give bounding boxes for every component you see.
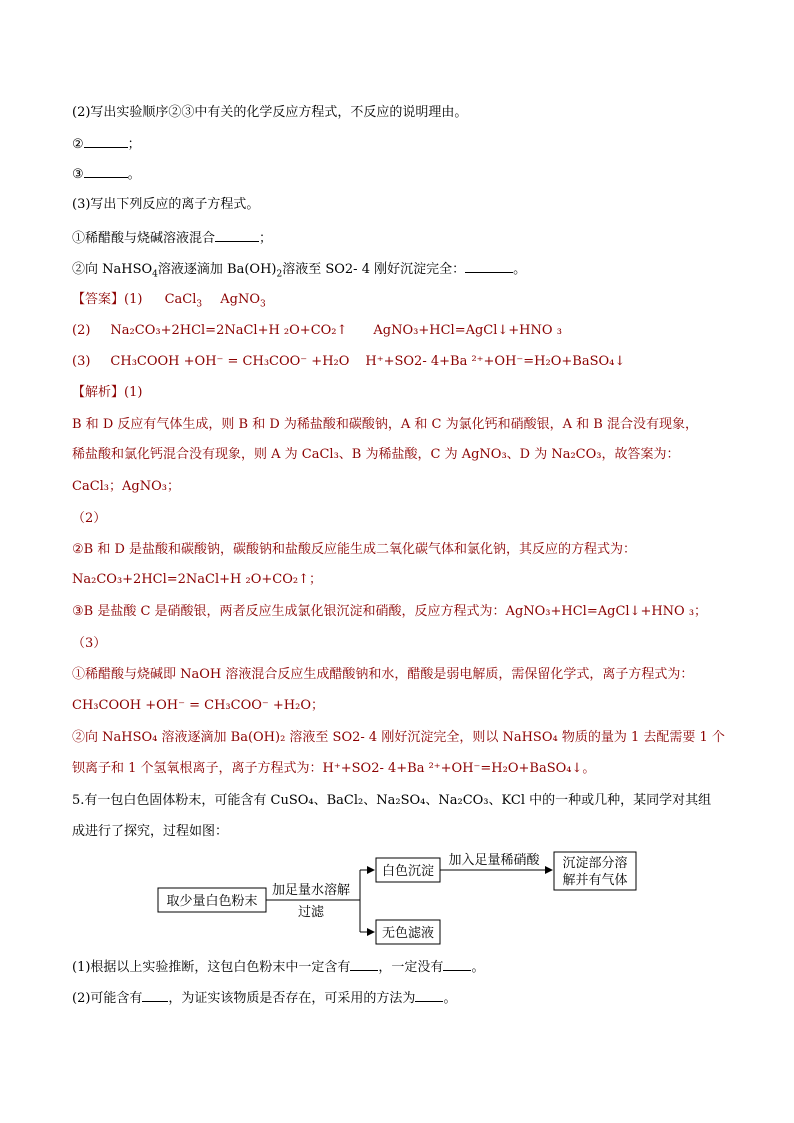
q5-sub2 (72, 988, 456, 1008)
q5-sub1 (72, 957, 484, 977)
analysis-label: 【解析】 (72, 385, 125, 400)
q3-item1-end: ； (259, 231, 273, 246)
answer-agno: AgNO (220, 292, 261, 307)
analysis-p7: ③B 是盐酸 C 是硝酸银，两者反应生成氯化银沉淀和硝酸，反应方程式为：AgNO₃+HCl=AgCl↓+HNO ₃； (72, 604, 708, 619)
q3-item2c: 溶液至 SO2- 4 刚好沉淀完全： (282, 262, 466, 277)
answer-blank[interactable] (350, 957, 378, 971)
q5-line2: 成进行了探究，过程如图： (72, 824, 229, 839)
q3-item2a: ②向 NaHSO (72, 262, 153, 277)
q5-sub2-a: (2)可能含有 (72, 991, 143, 1006)
flow-start-text: 取少量白色粉末 (166, 894, 258, 909)
answer-blank[interactable] (142, 988, 168, 1002)
answer-eq-2a: Na₂CO₃+2HCl=2NaCl+H ₂O+CO₂↑ (110, 323, 348, 338)
analysis-p8: （3） (72, 636, 107, 651)
q2-item3-label: ③ (72, 167, 84, 182)
answer-num-1: (1) (124, 292, 143, 307)
q5-sub1-b: ，一定没有 (378, 960, 444, 975)
analysis-p9: ①稀醋酸与烧碱即 NaOH 溶液混合反应生成醋酸钠和水，醋酸是弱电解质，需保留化学式，离子方程式为： (72, 667, 694, 682)
answer-cacl: CaCl (164, 292, 197, 307)
q3-item2: ②向 NaHSO$_4$溶液逐滴加 $Ba(OH)_2$溶液至 SO2- 4 刚好沉淀完全： 。 (72, 259, 526, 279)
q5-sub1-end: 。 (471, 960, 485, 975)
answer-line-1: 【答案】(1) CaCl$_3$ AgNO$_3$ (72, 292, 266, 310)
analysis-label-num: (1) (124, 385, 143, 400)
analysis-p10: CH₃COOH +OH⁻ = CH₃COO⁻ +H₂O； (72, 698, 324, 713)
answer-eq-3b: H⁺+SO2- 4+Ba ²⁺+OH⁻=H₂O+BaSO₄↓ (365, 354, 626, 369)
flow-arrow1-top: 加足量水溶解 (271, 883, 351, 898)
flow-arrow2-top: 加入足量稀硝酸 (448, 853, 540, 868)
analysis-p5: ②B 和 D 是盐酸和碳酸钠，碳酸钠和盐酸反应能生成二氧化碳气体和氯化钠，其反应的方程式为： (72, 542, 637, 557)
analysis-p2: 稀盐酸和氯化钙混合没有现象，则 A 为 CaCl₃、B 为稀盐酸，C 为 AgNO₃、D 为 Na₂CO₃，故答案为： (72, 447, 680, 462)
q2-item2-end: ； (127, 137, 141, 152)
analysis-p1: B 和 D 反应有气体生成，则 B 和 D 为稀盐酸和碳酸钠，A 和 C 为氯化钙和硝酸银，A 和 B 混合没有现象， (72, 417, 698, 432)
answer-num-3: (3) (72, 354, 91, 369)
answer-eq-3a: CH₃COOH +OH⁻ = CH₃COO⁻ +H₂O (110, 354, 350, 369)
answer-label: 【答案】 (72, 292, 125, 307)
q2-item2-label: ② (72, 137, 84, 152)
analysis-p11: ②向 NaHSO₄ 溶液逐滴加 Ba(OH)₂ 溶液至 SO2- 4 刚好沉淀完全，则以 NaHSO₄ 物质的量为 1 去配需要 1 个 (72, 730, 725, 745)
answer-blank[interactable] (415, 988, 443, 1002)
q3-item2-end: 。 (513, 262, 527, 277)
flow-result-line2: 解并有气体 (562, 873, 628, 888)
q3-item1-text: ①稀醋酸与烧碱溶液混合 (72, 231, 216, 246)
q5-line1: 5.有一包白色固体粉末，可能含有 CuSO₄、BaCl₂、Na₂SO₄、Na₂CO₃、KCl 中的一种或几种，某同学对其组 (72, 793, 712, 808)
answer-num-2: (2) (72, 323, 91, 338)
q5-sub2-b: ，为证实该物质是否存在，可采用的方法为 (168, 991, 416, 1006)
q5-sub1-a: (1)根据以上实验推断，这包白色粉末中一定含有 (72, 960, 351, 975)
q5-sub2-end: 。 (443, 991, 457, 1006)
answer-blank[interactable] (443, 957, 471, 971)
analysis-p4: （2） (72, 511, 107, 526)
flow-filtrate-text: 无色滤液 (381, 926, 435, 941)
q3-item2b: 溶液逐滴加 Ba(OH) (157, 262, 277, 277)
q2-item3-end: 。 (127, 167, 141, 182)
q2-intro: (2)写出实验顺序②③中有关的化学反应方程式，不反应的说明理由。 (72, 105, 468, 120)
analysis-p6: Na₂CO₃+2HCl=2NaCl+H ₂O+CO₂↑； (72, 572, 322, 587)
answer-eq-2b: AgNO₃+HCl=AgCl↓+HNO ₃ (373, 323, 562, 338)
flow-result-line1: 沉淀部分溶 (562, 856, 628, 871)
flow-arrow1-bottom: 过滤 (297, 905, 325, 920)
analysis-p12: 钡离子和 1 个氢氧根离子，离子方程式为：H⁺+SO2- 4+Ba ²⁺+OH⁻=H₂O+BaSO₄↓。 (72, 761, 596, 776)
flow-white-ppt-text: 白色沉淀 (381, 864, 435, 879)
analysis-p3: CaCl₃；AgNO₃； (72, 479, 180, 494)
q3-intro: (3)写出下列反应的离子方程式。 (72, 197, 260, 212)
